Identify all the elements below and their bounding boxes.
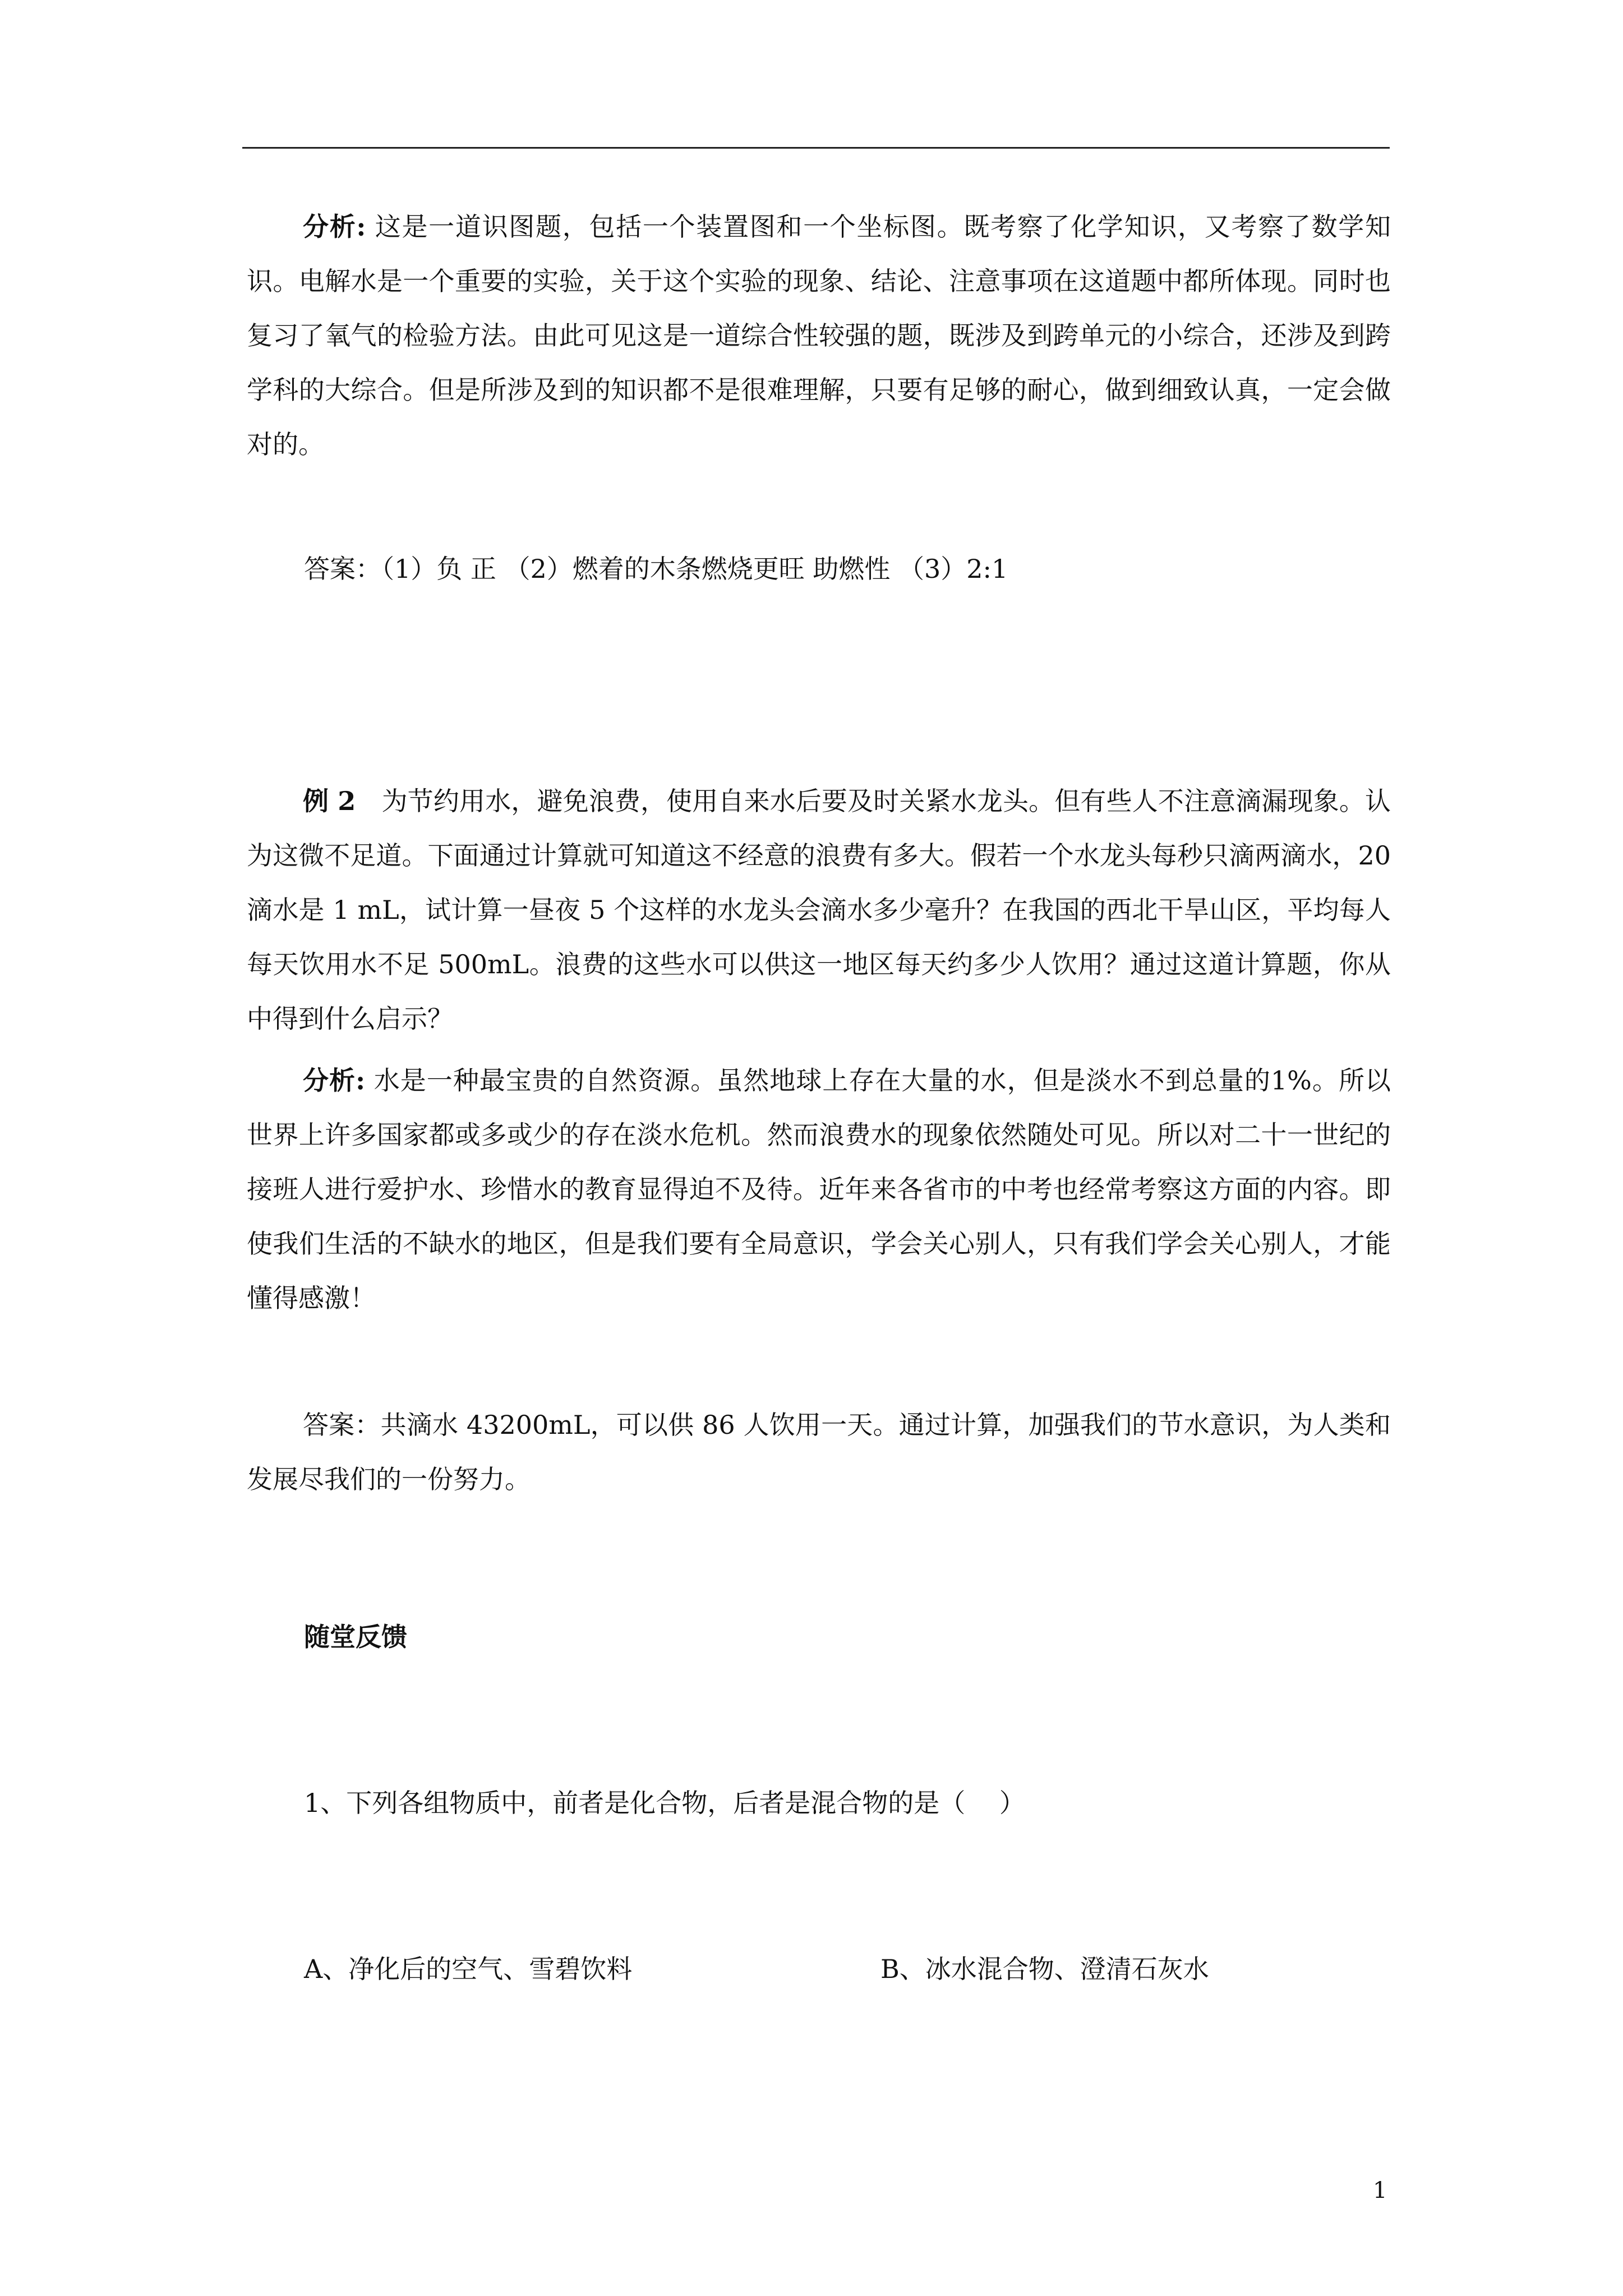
page-number: 1: [1373, 2178, 1387, 2203]
analysis-label-2: 分析:: [303, 1065, 366, 1096]
answer-2: 答案：共滴水 43200mL，可以供 86 人饮用一天。通过计算，加强我们的节水意识，为人类和发展尽我们的一份努力。: [247, 1410, 1391, 1494]
analysis-paragraph-1: [247, 200, 1391, 472]
option-b: B、冰水混合物、澄清石灰水: [880, 1954, 1209, 1984]
option-a: A、净化后的空气、雪碧饮料: [304, 1954, 633, 1984]
example-2-text: 为节约用水，避免浪费，使用自来水后要及时关紧水龙头。但有些人不注意滴漏现象。认为这微不足道。下面通过计算就可知道这不经意的浪费有多大。假若一个水龙头每秒只滴两滴水，20 滴水是 1 mL，试计算一昼夜 5 个这样的水龙头会滴水多少毫升？在我国的西北干旱山区，平均每人每天饮用水不足 500mL。浪费的这些水可以供这一地区每天约多少人饮用？通过这道计算题，你从中得到什么启示？: [247, 786, 1391, 1034]
analysis-paragraph-2: [247, 1053, 1391, 1326]
analysis-label-1: 分析:: [303, 211, 366, 242]
feedback-heading: 随堂反馈: [304, 1622, 407, 1652]
answer-1: 答案：（1）负 正 （2）燃着的木条燃烧更旺 助燃性 （3）2:1: [304, 554, 1008, 584]
example-2-paragraph: [247, 774, 1391, 1046]
question-1: 1、下列各组物质中，前者是化合物，后者是混合物的是（ ）: [304, 1788, 1025, 1818]
analysis-text-2: 水是一种最宝贵的自然资源。虽然地球上存在大量的水，但是淡水不到总量的1%。所以世界上许多国家都或多或少的存在淡水危机。然而浪费水的现象依然随处可见。所以对二十一世纪的接班人进行爱护水、珍惜水的教育显得迫不及待。近年来各省市的中考也经常考察这方面的内容。即使我们生活的不缺水的地区，但是我们要有全局意识，学会关心别人，只有我们学会关心别人，才能懂得感激！: [247, 1065, 1391, 1313]
analysis-text-1: 这是一道识图题，包括一个装置图和一个坐标图。既考察了化学知识，又考察了数学知识。电解水是一个重要的实验，关于这个实验的现象、结论、注意事项在这道题中都所体现。同时也复习了氧气的检验方法。由此可见这是一道综合性较强的题，既涉及到跨单元的小综合，还涉及到跨学科的大综合。但是所涉及到的知识都不是很难理解，只要有足够的耐心，做到细致认真，一定会做对的。: [247, 211, 1391, 459]
example-2-label: 例 2: [303, 786, 356, 816]
header-rule: [242, 147, 1390, 149]
